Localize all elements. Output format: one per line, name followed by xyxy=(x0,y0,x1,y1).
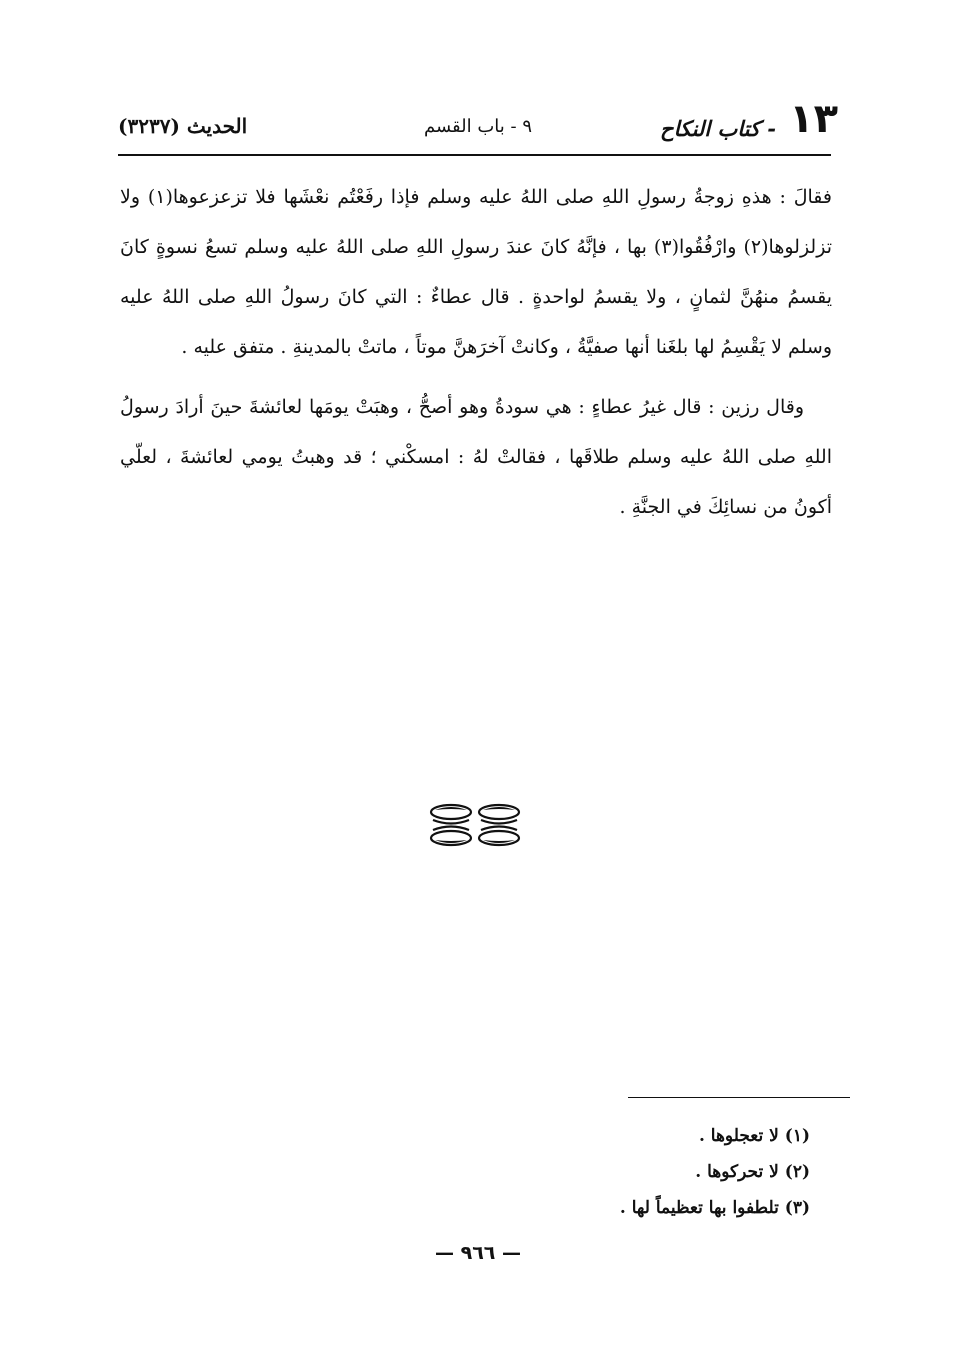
page-header xyxy=(118,96,838,152)
paragraph-1: فقالَ : هذهِ زوجةُ رسولِ اللهِ صلى اللهُ عليه وسلم فإذا رفَعْتُم نعْشَها فلا تزعزعوها(١) ولا تزلزلوها(٢) وارْفُقُوا(٣) بها ، فإنَّهُ كانَ عندَ رسولِ اللهِ صلى اللهُ عليه وسلم تسعُ نسوةٍ كانَ يقسمُ منهُنَّ لثمانٍ ، ولا يقسمُ لواحدةٍ . قال عطاءٌ : التي كانَ رسولُ اللهِ صلى اللهُ عليه وسلم لا يَقْسِمُ لها بلغَنا أنها صفيَّةُ ، وكانتْ آخرَهنَّ موتاً ، ماتتْ بالمدينةِ . متفق عليه . xyxy=(120,186,832,358)
page-number: — ٩٦٦ — xyxy=(434,1242,522,1264)
paragraph-2: وقال رزين : قال غيرُ عطاءٍ : هي سودةُ وهو أصحُّ ، وهبَتْ يومَها لعائشةَ حينَ أرادَ رسولُ اللهِ صلى اللهُ عليه وسلم طلاقَها ، فقالتْ لهُ : امسكْني ؛ قد وهبتُ يومي لعائشةَ ، لعلّي أكونُ من نسائِكَ في الجنَّةِ . xyxy=(120,396,832,518)
footnote-3: (٣) تلطفوا بها تعظيماً لها . xyxy=(619,1198,810,1218)
header-divider xyxy=(118,154,831,156)
footnote-divider xyxy=(628,1097,850,1098)
chapter-number: ١٣ xyxy=(789,96,838,142)
footnote-1: (١) لا تعجلوها . xyxy=(698,1126,810,1146)
hadith-number: الحديث (٣٢٣٧) xyxy=(118,114,248,138)
chapter-title: - كتاب النكاح xyxy=(660,116,776,141)
footnote-2: (٢) لا تحركوها . xyxy=(695,1162,810,1182)
ornament-divider xyxy=(427,800,523,852)
body-text xyxy=(120,172,832,532)
footnotes xyxy=(510,1118,810,1226)
section-title: ٩ - باب القسم xyxy=(424,116,532,137)
